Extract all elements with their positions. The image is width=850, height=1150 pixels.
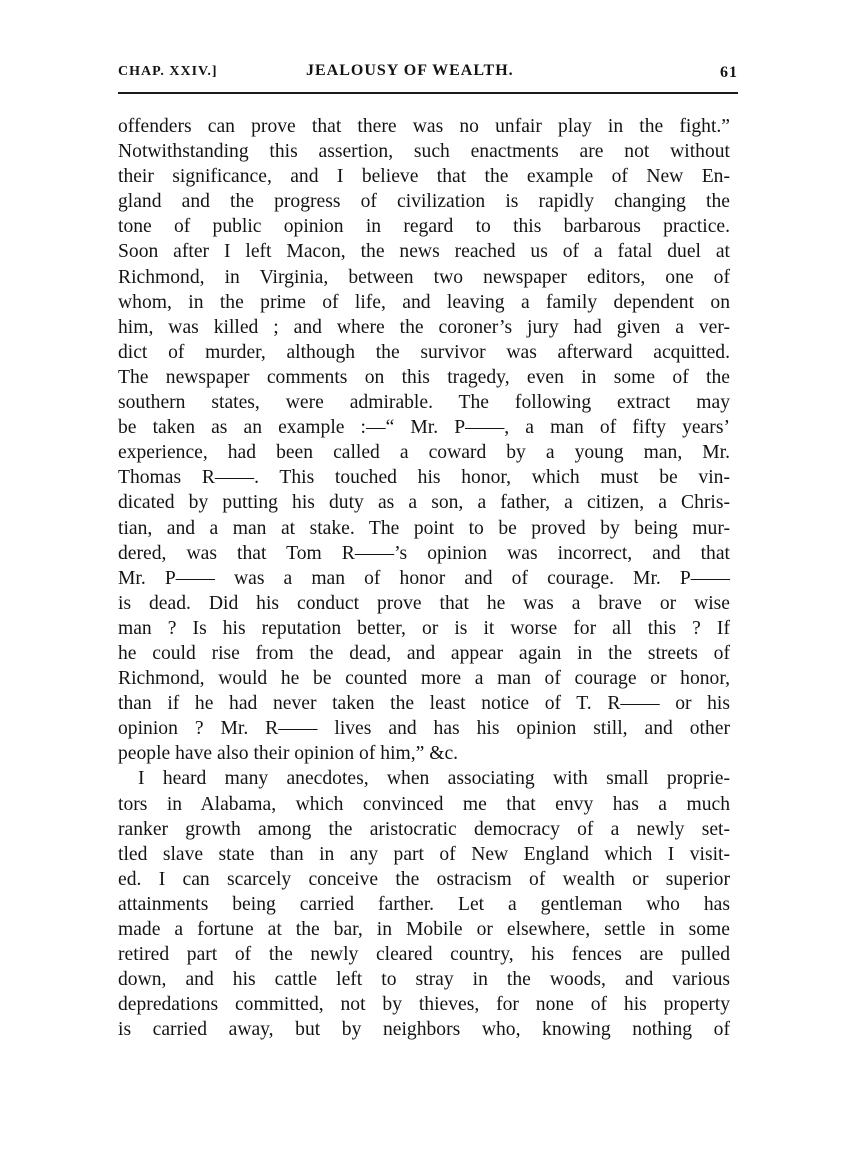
text-line: offenders can prove that there was no unfair play in the fight.” bbox=[118, 116, 730, 137]
body-text bbox=[118, 114, 730, 1042]
text-line: ed. I can scarcely conceive the ostracism of wealth or superior bbox=[118, 868, 730, 890]
text-line: him, was killed ; and where the coroner’s jury had given a ver- bbox=[118, 316, 730, 338]
text-line: dicated by putting his duty as a son, a father, a citizen, a Chris- bbox=[118, 492, 730, 514]
text-line: tone of public opinion in regard to this barbarous practice. bbox=[118, 216, 730, 238]
text-line: than if he had never taken the least notice of T. R—— or his bbox=[118, 693, 730, 715]
header-rule bbox=[118, 92, 738, 94]
text-line: be taken as an example :—“ Mr. P——, a man of fifty years’ bbox=[118, 417, 730, 439]
text-line: depredations committed, not by thieves, for none of his property bbox=[118, 994, 730, 1016]
text-line: opinion ? Mr. R—— lives and has his opinion still, and other bbox=[118, 718, 730, 740]
text-line: dered, was that Tom R——’s opinion was incorrect, and that bbox=[118, 542, 730, 564]
text-line: their significance, and I believe that the example of New En- bbox=[118, 166, 730, 188]
text-line: Richmond, in Virginia, between two newspaper editors, one of bbox=[118, 266, 730, 288]
text-line: southern states, were admirable. The following extract may bbox=[118, 392, 730, 414]
page-title: JEALOUSY OF WEALTH. bbox=[306, 62, 514, 79]
text-line: The newspaper comments on this tragedy, even in some of the bbox=[118, 366, 730, 388]
text-line: Thomas R——. This touched his honor, which must be vin- bbox=[118, 467, 730, 489]
text-line: attainments being carried farther. Let a gentleman who has bbox=[118, 893, 730, 915]
running-head bbox=[118, 56, 738, 82]
text-line: ranker growth among the aristocratic democracy of a newly set- bbox=[118, 818, 730, 840]
text-line: tian, and a man at stake. The point to be proved by being mur- bbox=[118, 517, 730, 539]
page-number: 61 bbox=[720, 64, 738, 81]
paragraph-2 bbox=[118, 766, 730, 1042]
text-line: made a fortune at the bar, in Mobile or elsewhere, settle in some bbox=[118, 919, 730, 940]
chapter-label: CHAP. XXIV.] bbox=[118, 64, 218, 79]
paragraph-1 bbox=[118, 114, 730, 766]
text-line: gland and the progress of civilization is rapidly changing the bbox=[118, 191, 730, 213]
book-page bbox=[118, 56, 738, 1041]
text-line: down, and his cattle left to stray in the woods, and various bbox=[118, 969, 730, 991]
text-line: tled slave state than in any part of New England which I visit- bbox=[118, 843, 730, 865]
text-line: Mr. P—— was a man of honor and of courage. Mr. P—— bbox=[118, 567, 730, 589]
text-line: Soon after I left Macon, the news reached us of a fatal duel at bbox=[118, 241, 730, 263]
text-line: retired part of the newly cleared country, his fences are pulled bbox=[118, 944, 730, 966]
text-line: he could rise from the dead, and appear again in the streets of bbox=[118, 642, 730, 664]
text-line: is dead. Did his conduct prove that he was a brave or wise bbox=[118, 592, 730, 614]
text-line: man ? Is his reputation better, or is it worse for all this ? If bbox=[118, 617, 730, 639]
text-line: people have also their opinion of him,” &c. bbox=[118, 743, 459, 765]
text-line: I heard many anecdotes, when associating with small proprie- bbox=[138, 768, 730, 790]
text-line: tors in Alabama, which convinced me that envy has a much bbox=[118, 793, 730, 815]
text-line: Notwithstanding this assertion, such enactments are not without bbox=[118, 141, 730, 163]
text-line: whom, in the prime of life, and leaving a family dependent on bbox=[118, 291, 730, 313]
text-line: Richmond, would he be counted more a man of courage or honor, bbox=[118, 668, 730, 690]
text-line: dict of murder, although the survivor was afterward acquitted. bbox=[118, 341, 730, 363]
text-line: experience, had been called a coward by a young man, Mr. bbox=[118, 442, 730, 464]
text-line: is carried away, but by neighbors who, knowing nothing of bbox=[118, 1019, 730, 1041]
